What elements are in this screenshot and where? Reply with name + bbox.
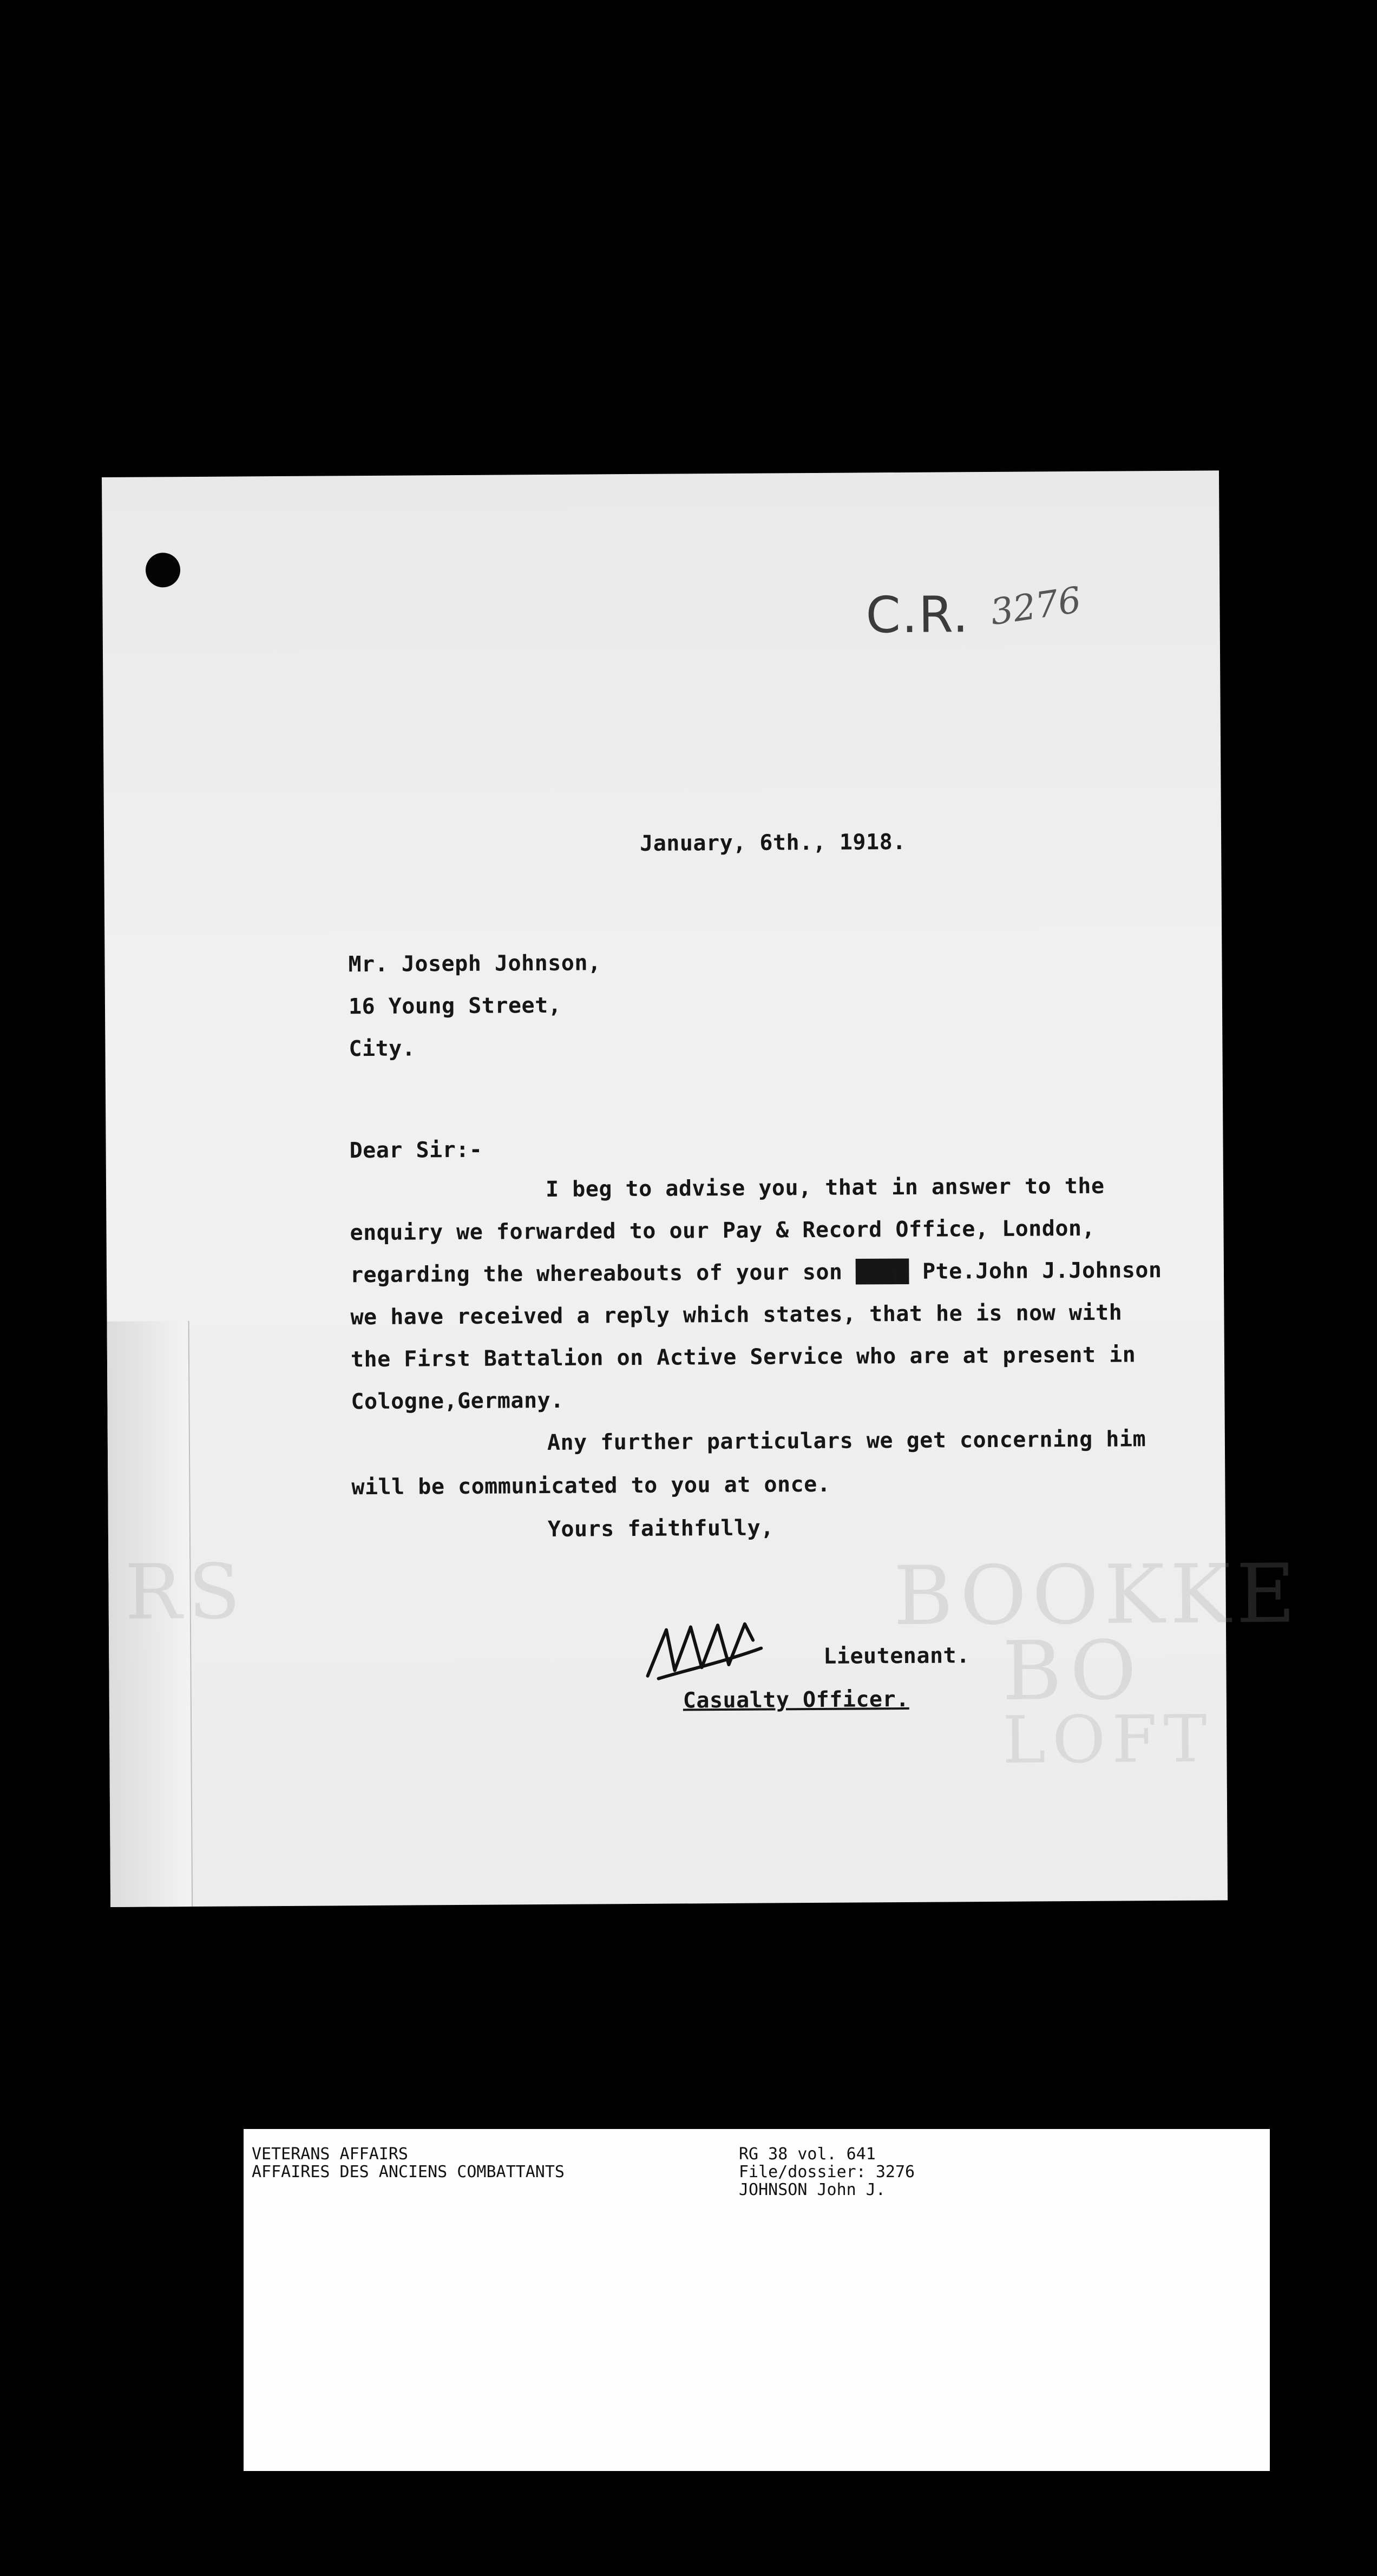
body-line: will be communicated to you at once. [351,1471,831,1500]
letter-date: January, 6th., 1918. [640,829,906,856]
body-line: the First Battalion on Active Service who are at present in [350,1342,1136,1372]
signature-office: Casualty Officer. [683,1686,909,1713]
body-line: we have received a reply which states, that he is now with [350,1300,1123,1330]
handwritten-signature [642,1618,805,1684]
label-name: JOHNSON John J. [739,2180,886,2199]
recipient-name: Mr. Joseph Johnson, [348,950,601,977]
label-department-en: VETERANS AFFAIRS [252,2145,408,2164]
bleed-through-text: RS [124,1548,247,1637]
bleed-through-text: BOOKKE [893,1547,1301,1644]
recipient-street: 16 Young Street, [348,993,562,1020]
recipient-city: City. [349,1036,416,1062]
closing: Yours faithfully, [547,1515,774,1542]
punch-hole [146,553,180,587]
handwritten-file-number: 3276 [987,579,1084,634]
label-department-fr: AFFAIRES DES ANCIENS COMBATTANTS [252,2163,565,2181]
body-line: I beg to advise you, that in answer to the [545,1173,1105,1202]
cr-stamp: C.R. [865,586,970,645]
body-line: Cologne,Germany. [351,1388,564,1415]
label-file-number: File/dossier: 3276 [739,2163,915,2181]
label-reference: RG 38 vol. 641 [739,2145,876,2164]
bleed-through-text: LOFT [1002,1701,1214,1778]
signature-rank: Lieutenant. [823,1643,970,1669]
archive-label [244,2129,1270,2471]
salutation: Dear Sir:- [349,1137,483,1164]
letter-page [102,470,1301,1907]
body-line: regarding the whereabouts of your son ████ Pte.John J.Johnson [350,1258,1162,1288]
body-line: Any further particulars we get concerning him [547,1427,1146,1456]
bleed-through-text: BO [1001,1624,1144,1719]
body-line: enquiry we forwarded to our Pay & Record Office, London, [350,1215,1096,1246]
